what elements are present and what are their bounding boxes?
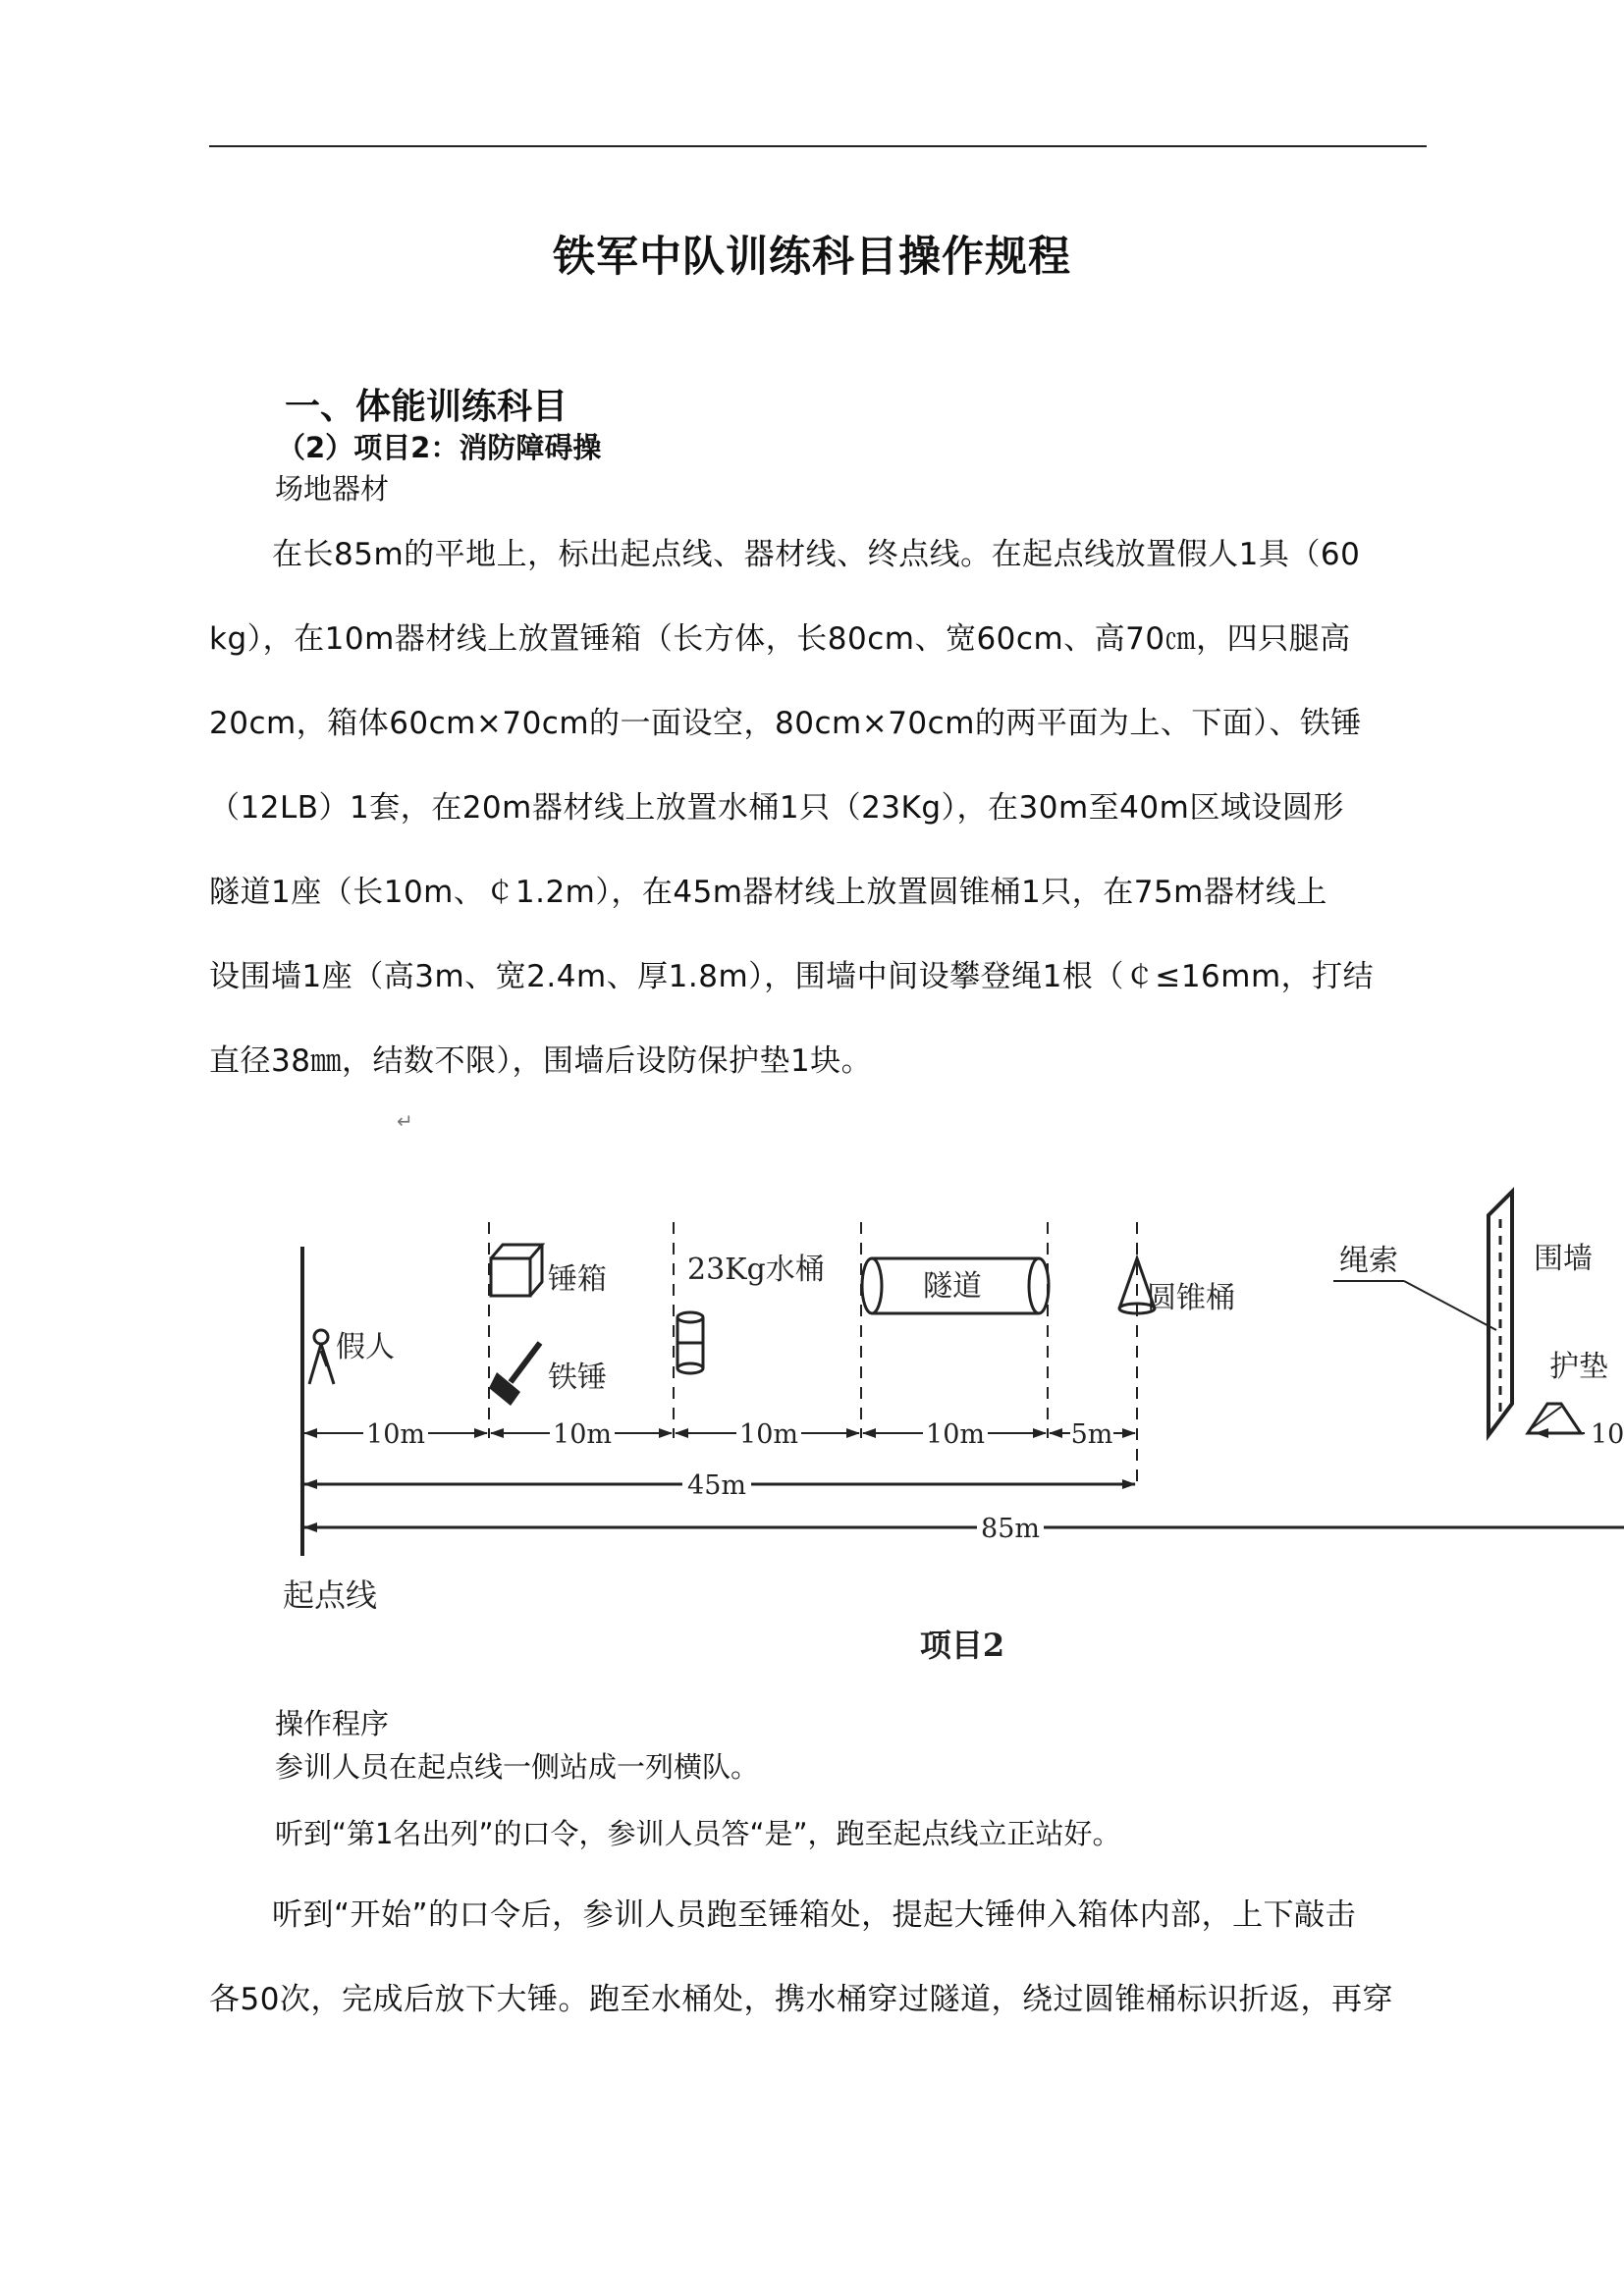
- dim-seg-5: 5m: [1070, 1419, 1113, 1450]
- venue-line: （12LB）1套，在20m器材线上放置水桶1只（23Kg），在30m至40m区域设圆形: [209, 790, 1344, 826]
- venue-paragraph: [209, 512, 1427, 1103]
- dim-85m: 85m: [981, 1514, 1040, 1544]
- hammer-icon: [489, 1343, 540, 1406]
- cone-label: 圆锥桶: [1147, 1281, 1235, 1315]
- dummy-label: 假人: [336, 1330, 395, 1364]
- procedure-label: 操作程序: [275, 1707, 390, 1740]
- procedure-line: 听到“第1名出列”的口令，参训人员答“是”，跑至起点线立正站好。: [275, 1817, 1121, 1850]
- mat-icon: [1528, 1404, 1581, 1433]
- rope-pointer: [1404, 1281, 1496, 1330]
- bucket-label: 23Kg水桶: [687, 1253, 825, 1287]
- section-heading: 一、体能训练科目: [285, 387, 568, 427]
- tunnel-label: 隧道: [923, 1269, 982, 1304]
- dim-seg-after-wall: 10: [1591, 1419, 1624, 1450]
- mat-label: 护垫: [1549, 1350, 1608, 1384]
- page-title: 铁军中队训练科目操作规程: [553, 233, 1071, 282]
- hammer-box-icon: [491, 1245, 542, 1296]
- hammer-label: 铁锤: [548, 1361, 607, 1395]
- dim-seg-2: 10m: [553, 1419, 612, 1450]
- venue-line: 在长85m的平地上，标出起点线、器材线、终点线。在起点线放置假人1具（60: [272, 537, 1361, 572]
- dummy-icon: [309, 1330, 334, 1384]
- venue-line: kg），在10m器材线上放置锤箱（长方体，长80cm、宽60cm、高70㎝，四只腿高: [209, 621, 1351, 657]
- course-diagram: [0, 1148, 1624, 1698]
- procedure-text-line: 各50次，完成后放下大锤。跑至水桶处，携水桶穿过隧道，绕过圆锥桶标识折返，再穿: [209, 1982, 1393, 2017]
- dim-seg-3: 10m: [739, 1419, 798, 1450]
- procedure-line: 参训人员在起点线一侧站成一列横队。: [275, 1750, 760, 1784]
- dim-seg-1: 10m: [366, 1419, 425, 1450]
- venue-line: 直径38㎜，结数不限），围墙后设防保护垫1块。: [209, 1043, 873, 1079]
- dim-seg-4: 10m: [926, 1419, 985, 1450]
- wall-icon: [1489, 1192, 1512, 1435]
- bucket-icon: [677, 1312, 703, 1373]
- subsection-heading: （2）项目2：消防障碍操: [277, 431, 602, 464]
- rope-label: 绳索: [1339, 1244, 1398, 1278]
- start-line-label: 起点线: [283, 1576, 378, 1614]
- venue-line: 20cm，箱体60cm×70cm的一面设空，80cm×70cm的两平面为上、下面）、铁锤: [209, 706, 1362, 741]
- venue-line: 设围墙1座（高3m、宽2.4m、厚1.8m），围墙中间设攀登绳1根（￠≤16mm，打结: [209, 959, 1375, 994]
- figure-caption: 项目2: [919, 1627, 1005, 1664]
- hammer-box-label: 锤箱: [548, 1262, 607, 1297]
- venue-label: 场地器材: [275, 472, 390, 506]
- procedure-text-line: 听到“开始”的口令后，参训人员跑至锤箱处，提起大锤伸入箱体内部，上下敲击: [272, 1897, 1357, 1933]
- wall-label: 围墙: [1534, 1242, 1593, 1276]
- venue-line: 隧道1座（长10m、￠1.2m），在45m器材线上放置圆锥桶1只，在75m器材线上: [209, 875, 1327, 910]
- return-mark-icon: ↵: [397, 1109, 413, 1133]
- header-rule: [209, 145, 1427, 147]
- procedure-paragraph: [209, 1873, 1427, 2042]
- dim-45m: 45m: [687, 1470, 746, 1501]
